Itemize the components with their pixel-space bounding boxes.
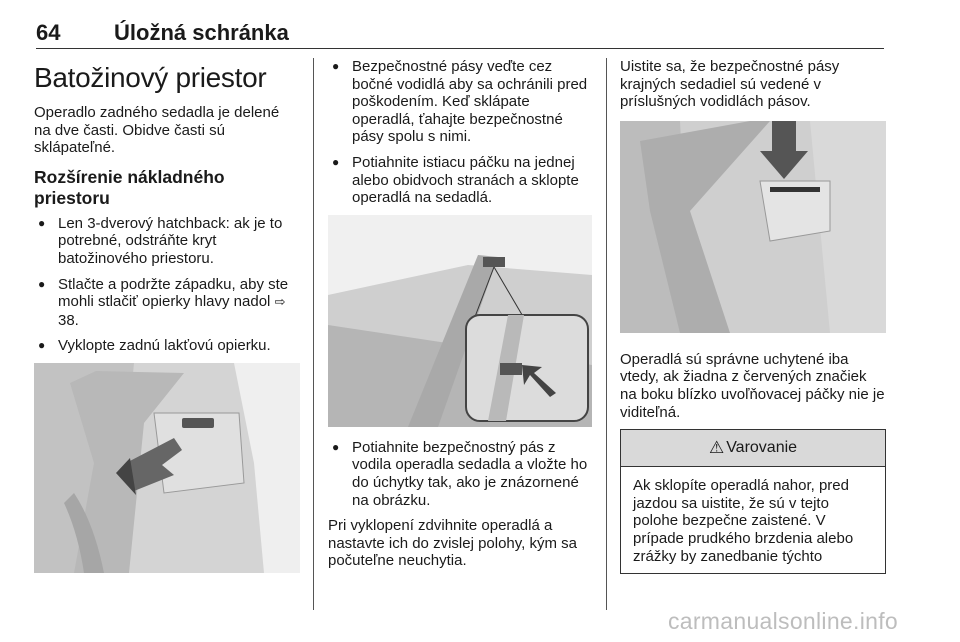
intro-paragraph: Operadlo zadného sedadla je delené na dve časti. Obidve časti sú sklápateľné. [34, 104, 280, 157]
subheading: Rozšírenie nákladného priestoru [34, 166, 225, 208]
column-3 [620, 58, 886, 574]
warning-body [621, 467, 885, 565]
list-item: ● Vyklopte zadnú lakťovú opierku. [34, 337, 300, 355]
section-title: Batožinový priestor [34, 62, 267, 93]
list-item: ● Potiahnite istiacu páčku na jednej alebo obidvoch stranách a sklopte operadlá na sedadlá. [328, 154, 592, 207]
list-item: ● Potiahnite bezpečnostný pás z vodila operadla sedadla a vložte ho do úchytky tak, ako je znázornené na obrázku. [328, 439, 592, 509]
illustration-armrest [34, 363, 300, 573]
watermark: carmanualsonline.info [667, 608, 898, 634]
page-reference[interactable]: 38. [58, 311, 79, 329]
page-header [36, 14, 884, 49]
chapter-title: Úložná schránka [114, 20, 289, 45]
warning-box [620, 429, 886, 574]
page-number: 64 [36, 20, 61, 45]
illustration-belt-guide [620, 121, 886, 333]
list-item: ● Len 3-dverový hatchback: ak je to potrebné, odstráňte kryt batožinového priestoru. [34, 215, 300, 268]
list-item-text: Stlačte a podržte západku, aby ste mohli stlačiť opierky hlavy nadol [58, 275, 289, 311]
column-divider [313, 58, 314, 610]
paragraph: Uistite sa, že bezpečnostné pásy krajných sedadiel sú vedené v príslušných vodidlách pásov. [620, 58, 840, 111]
page-reference-icon[interactable]: ⇨ [274, 295, 286, 311]
list-item [34, 276, 300, 330]
list-item: ● Bezpečnostné pásy veďte cez bočné vodidlá aby sa ochránili pred poškodením. Keď sklápate operadlá, ťahajte bezpečnostné pásy spolu s nimi. [328, 58, 592, 146]
paragraph: Operadlá sú správne uchytené iba vtedy, ak žiadna z červených značiek na boku blízko uvoľňovacej páčky nie je viditeľná. [620, 350, 885, 421]
illustration-seat-lever [328, 215, 592, 427]
warning-icon: ⚠ [708, 438, 725, 458]
bullet-list [328, 58, 592, 207]
column-2 [328, 58, 592, 578]
warning-text: Ak sklopíte operadlá nahor, pred jazdou sa uistite, že sú v tejto polohe bezpečne zaistené. V prípade prudkého brzdenia alebo zrážky by zanedbanie týchto [633, 477, 854, 565]
warning-header [621, 430, 885, 467]
warning-title: Varovanie [726, 439, 798, 457]
column-1 [34, 58, 300, 585]
bullet-list [34, 215, 300, 355]
bullet-list [328, 439, 592, 509]
column-divider [606, 58, 607, 610]
paragraph: Pri vyklopení zdvihnite operadlá a nastavte ich do zvislej polohy, kým sa počuteľne neuchytia. [328, 517, 578, 570]
